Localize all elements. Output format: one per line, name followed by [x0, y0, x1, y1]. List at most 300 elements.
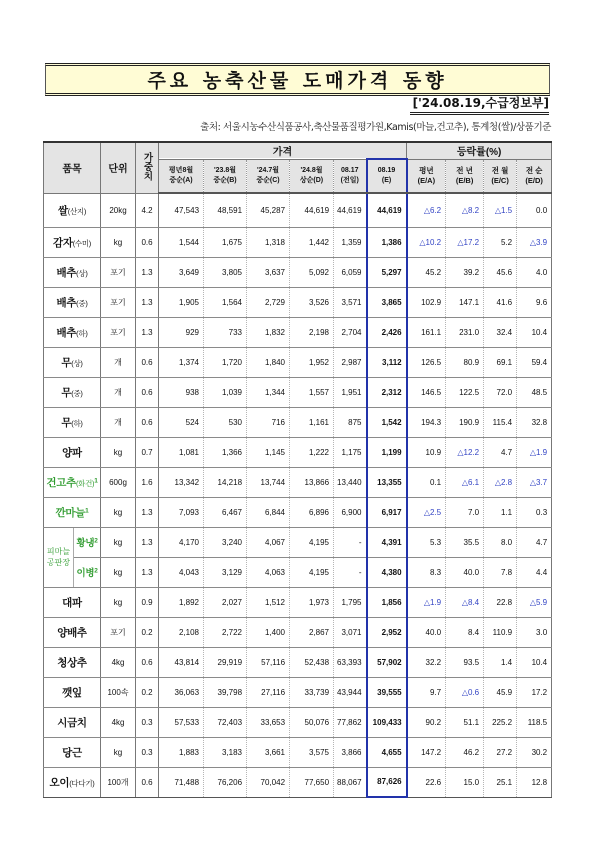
- unit-cell: 개: [101, 377, 136, 407]
- price-cell: 1,512: [247, 587, 290, 617]
- header-item: 품목: [44, 142, 101, 193]
- header-rate-formula: (E/B): [455, 175, 474, 185]
- rate-cell: △12.2: [446, 437, 484, 467]
- item-name: 청상추: [57, 656, 87, 669]
- header-price-col: [204, 159, 247, 193]
- price-cell-current: 3,865: [367, 287, 407, 317]
- price-cell: 45,287: [247, 193, 290, 227]
- weight-cell: 0.6: [136, 347, 159, 377]
- rate-cell: 10.4: [517, 647, 552, 677]
- item-name: 황냉: [76, 538, 95, 549]
- header-price-col: [247, 159, 290, 193]
- rate-cell: 4.7: [517, 527, 552, 557]
- item-name-cell: [44, 737, 101, 767]
- price-cell: 938: [159, 377, 204, 407]
- rate-cell: 4.7: [484, 437, 517, 467]
- rate-cell: 69.1: [484, 347, 517, 377]
- table-row: [44, 193, 552, 227]
- price-cell: 1,557: [290, 377, 334, 407]
- table-row: [44, 677, 552, 707]
- price-cell-current: 57,902: [367, 647, 407, 677]
- rate-cell: △3.7: [517, 467, 552, 497]
- price-cell: 1,564: [204, 287, 247, 317]
- rate-cell: 40.0: [446, 557, 484, 587]
- rate-cell: △2.8: [484, 467, 517, 497]
- price-cell: 52,438: [290, 647, 334, 677]
- unit-cell: kg: [101, 737, 136, 767]
- item-name-cell: [44, 257, 101, 287]
- table-row: [44, 647, 552, 677]
- unit-cell: 개: [101, 407, 136, 437]
- price-cell: 1,359: [334, 227, 367, 257]
- rate-cell: 45.6: [484, 257, 517, 287]
- price-cell: 733: [204, 317, 247, 347]
- price-cell: 3,805: [204, 257, 247, 287]
- item-name: 건고추: [46, 476, 76, 489]
- table-row: [44, 227, 552, 257]
- unit-cell: kg: [101, 557, 136, 587]
- item-name: 시금치: [57, 716, 87, 729]
- item-qualifier: (중): [71, 388, 83, 398]
- price-cell: 39,798: [204, 677, 247, 707]
- price-cell: 29,919: [204, 647, 247, 677]
- price-cell: 1,344: [247, 377, 290, 407]
- rate-cell: 0.1: [407, 467, 446, 497]
- item-name: 오이: [49, 776, 70, 789]
- price-cell: 72,403: [204, 707, 247, 737]
- weight-cell: 1.3: [136, 257, 159, 287]
- item-name: 깐마늘: [55, 506, 86, 519]
- price-cell: 13,342: [159, 467, 204, 497]
- price-cell: 1,161: [290, 407, 334, 437]
- header-price-col: [159, 159, 204, 193]
- table-header: [44, 142, 552, 193]
- rate-cell: 27.2: [484, 737, 517, 767]
- table-row: [44, 437, 552, 467]
- rate-cell: 41.6: [484, 287, 517, 317]
- item-qualifier: (중): [76, 298, 88, 308]
- price-cell: 3,240: [204, 527, 247, 557]
- price-cell: 2,108: [159, 617, 204, 647]
- price-cell: 1,840: [247, 347, 290, 377]
- weight-cell: 0.3: [136, 707, 159, 737]
- item-name: 양파: [62, 446, 82, 459]
- item-name: 양배추: [57, 626, 87, 639]
- price-cell-current: 87,626: [367, 767, 407, 797]
- header-rate-basis: 전 년: [456, 165, 473, 175]
- rate-cell: 40.0: [407, 617, 446, 647]
- weight-cell: 0.6: [136, 647, 159, 677]
- item-name-cell: [44, 467, 101, 497]
- price-cell: 13,744: [247, 467, 290, 497]
- rate-cell: 8.0: [484, 527, 517, 557]
- table-row: [44, 377, 552, 407]
- rate-cell: 102.9: [407, 287, 446, 317]
- table-row: [44, 587, 552, 617]
- rate-cell: 32.8: [517, 407, 552, 437]
- price-cell: 13,866: [290, 467, 334, 497]
- page-title: 주요 농축산물 도매가격 동향: [147, 70, 448, 92]
- header-unit: 단위: [101, 142, 136, 193]
- header-rate-formula: (E/D): [525, 175, 543, 185]
- item-name: 배추: [56, 296, 77, 309]
- item-qualifier: (화건): [75, 478, 95, 488]
- rate-cell: 72.0: [484, 377, 517, 407]
- header-row-groups: [44, 142, 552, 159]
- price-cell: 1,720: [204, 347, 247, 377]
- rate-cell: △1.5: [484, 193, 517, 227]
- price-cell: 71,488: [159, 767, 204, 797]
- header-rate-formula: (E/A): [417, 175, 436, 185]
- price-cell-current: 2,312: [367, 377, 407, 407]
- price-cell: 33,653: [247, 707, 290, 737]
- rate-cell: 147.2: [407, 737, 446, 767]
- weight-cell: 1.3: [136, 557, 159, 587]
- table-row: [44, 527, 552, 557]
- price-cell: -: [334, 557, 367, 587]
- price-cell: 530: [204, 407, 247, 437]
- rate-cell: 32.4: [484, 317, 517, 347]
- price-cell: 4,043: [159, 557, 204, 587]
- price-cell: 6,059: [334, 257, 367, 287]
- rate-cell: △2.5: [407, 497, 446, 527]
- rate-cell: △10.2: [407, 227, 446, 257]
- price-cell: 3,071: [334, 617, 367, 647]
- rate-cell: 1.4: [484, 647, 517, 677]
- header-rate-col: [484, 159, 517, 193]
- price-cell: 1,675: [204, 227, 247, 257]
- item-name: 깻잎: [62, 686, 82, 699]
- table-row: [44, 317, 552, 347]
- rate-cell: 15.0: [446, 767, 484, 797]
- price-cell: 1,222: [290, 437, 334, 467]
- price-cell: 43,814: [159, 647, 204, 677]
- item-footnote-mark: 1: [94, 476, 98, 484]
- price-cell: 48,591: [204, 193, 247, 227]
- price-cell: 77,650: [290, 767, 334, 797]
- price-cell: 2,867: [290, 617, 334, 647]
- source-note: 출처: 서울시농수산식품공사,축산물품질평가원,Kamis(마늘,건고추), 통계청(쌀)/상품기준: [200, 122, 551, 133]
- rate-cell: 161.1: [407, 317, 446, 347]
- price-cell: 1,374: [159, 347, 204, 377]
- price-cell: 3,637: [247, 257, 290, 287]
- price-cell: 3,866: [334, 737, 367, 767]
- price-cell-current: 2,426: [367, 317, 407, 347]
- item-name-cell: [44, 407, 101, 437]
- rate-cell: △6.2: [407, 193, 446, 227]
- price-cell: 4,170: [159, 527, 204, 557]
- item-qualifier: (산지): [67, 206, 87, 216]
- rate-cell: 8.4: [446, 617, 484, 647]
- unit-cell: 포기: [101, 257, 136, 287]
- weight-cell: 0.3: [136, 737, 159, 767]
- item-qualifier: (수미): [72, 238, 91, 248]
- unit-cell: 개: [101, 347, 136, 377]
- rate-cell: △1.9: [407, 587, 446, 617]
- header-rate-basis: 전 순: [525, 165, 543, 175]
- price-cell: 57,116: [247, 647, 290, 677]
- rate-cell: 5.2: [484, 227, 517, 257]
- price-cell: 76,206: [204, 767, 247, 797]
- price-cell: 1,081: [159, 437, 204, 467]
- price-cell: 3,575: [290, 737, 334, 767]
- item-name: 이병: [76, 568, 95, 579]
- rate-cell: 194.3: [407, 407, 446, 437]
- price-cell: 1,952: [290, 347, 334, 377]
- rate-cell: 110.9: [484, 617, 517, 647]
- item-footnote-mark: 2: [94, 537, 98, 545]
- table-row: [44, 287, 552, 317]
- price-cell: 1,544: [159, 227, 204, 257]
- price-cell: 63,393: [334, 647, 367, 677]
- item-name: 감자: [53, 236, 73, 249]
- item-name-cell: [44, 227, 101, 257]
- price-cell-current: 13,355: [367, 467, 407, 497]
- price-cell: 5,092: [290, 257, 334, 287]
- price-cell: 4,195: [290, 527, 334, 557]
- header-period: '24.8월: [300, 166, 323, 174]
- header-subperiod: 중순(C): [256, 176, 280, 184]
- price-cell: 57,533: [159, 707, 204, 737]
- weight-cell: 0.6: [136, 227, 159, 257]
- header-rate-col: [446, 159, 484, 193]
- price-cell: 6,896: [290, 497, 334, 527]
- price-cell: 4,195: [290, 557, 334, 587]
- price-cell: 7,093: [159, 497, 204, 527]
- unit-cell: 4kg: [101, 707, 136, 737]
- rate-cell: 93.5: [446, 647, 484, 677]
- price-cell-current: 5,297: [367, 257, 407, 287]
- item-name-cell: [44, 617, 101, 647]
- item-name-cell: [44, 347, 101, 377]
- table-row: [44, 407, 552, 437]
- rate-cell: 10.4: [517, 317, 552, 347]
- price-cell: -: [334, 527, 367, 557]
- unit-cell: 포기: [101, 617, 136, 647]
- rate-cell: 25.1: [484, 767, 517, 797]
- weight-cell: 1.3: [136, 317, 159, 347]
- price-cell: 14,218: [204, 467, 247, 497]
- table-row: [44, 767, 552, 797]
- item-footnote-mark: 2: [94, 567, 98, 575]
- price-cell-current: 39,555: [367, 677, 407, 707]
- price-cell: 4,063: [247, 557, 290, 587]
- unit-cell: 100개: [101, 767, 136, 797]
- item-name: 당근: [62, 746, 82, 759]
- weight-cell: 0.6: [136, 767, 159, 797]
- price-cell: 3,183: [204, 737, 247, 767]
- price-cell: 1,883: [159, 737, 204, 767]
- item-name: 무: [61, 356, 72, 369]
- item-group-label: 공판장: [46, 558, 71, 567]
- price-cell: 70,042: [247, 767, 290, 797]
- item-name-cell: [44, 497, 101, 527]
- rate-cell: 147.1: [446, 287, 484, 317]
- unit-cell: kg: [101, 497, 136, 527]
- weight-cell: 1.3: [136, 527, 159, 557]
- rate-cell: △5.9: [517, 587, 552, 617]
- price-cell: 43,944: [334, 677, 367, 707]
- rate-cell: 115.4: [484, 407, 517, 437]
- item-group-cell: [44, 527, 74, 587]
- rate-cell: 0.0: [517, 193, 552, 227]
- unit-cell: kg: [101, 527, 136, 557]
- rate-cell: 45.2: [407, 257, 446, 287]
- price-cell: 3,129: [204, 557, 247, 587]
- price-cell: 2,027: [204, 587, 247, 617]
- rate-cell: 9.6: [517, 287, 552, 317]
- item-name: 무: [61, 386, 72, 399]
- rate-cell: 32.2: [407, 647, 446, 677]
- price-cell: 929: [159, 317, 204, 347]
- header-period: '24.7월: [256, 166, 280, 174]
- header-weight: [136, 142, 159, 193]
- item-name: 대파: [62, 596, 82, 609]
- rate-cell: △1.9: [517, 437, 552, 467]
- rate-cell: 59.4: [517, 347, 552, 377]
- rate-cell: 122.5: [446, 377, 484, 407]
- rate-cell: △17.2: [446, 227, 484, 257]
- header-period: 평년8월: [168, 166, 194, 174]
- weight-cell: 1.3: [136, 497, 159, 527]
- rate-cell: 0.3: [517, 497, 552, 527]
- price-cell: 50,076: [290, 707, 334, 737]
- item-name: 무: [61, 416, 72, 429]
- table-body: [44, 193, 552, 797]
- price-table: [43, 141, 552, 798]
- price-cell: 1,905: [159, 287, 204, 317]
- item-qualifier: (상): [76, 268, 88, 278]
- rate-cell: 45.9: [484, 677, 517, 707]
- item-qualifier: (다다기): [69, 778, 95, 788]
- unit-cell: 4kg: [101, 647, 136, 677]
- header-subperiod: (전일): [340, 176, 359, 184]
- rate-cell: 22.8: [484, 587, 517, 617]
- price-cell: 1,318: [247, 227, 290, 257]
- price-cell: 33,739: [290, 677, 334, 707]
- rate-cell: △8.4: [446, 587, 484, 617]
- rate-cell: 1.1: [484, 497, 517, 527]
- rate-cell: 10.9: [407, 437, 446, 467]
- price-cell: 36,063: [159, 677, 204, 707]
- header-period: 08.19: [377, 167, 396, 174]
- rate-cell: 90.2: [407, 707, 446, 737]
- price-cell: 27,116: [247, 677, 290, 707]
- weight-cell: 0.9: [136, 587, 159, 617]
- price-cell: 3,661: [247, 737, 290, 767]
- rate-cell: 4.0: [517, 257, 552, 287]
- weight-cell: 0.6: [136, 407, 159, 437]
- rate-cell: 51.1: [446, 707, 484, 737]
- item-qualifier: (하): [76, 328, 88, 338]
- table-row: [44, 617, 552, 647]
- title-box: [45, 63, 550, 96]
- price-cell: 1,951: [334, 377, 367, 407]
- rate-cell: 12.8: [517, 767, 552, 797]
- header-rate-basis: 전 월: [491, 165, 509, 175]
- rate-cell: △8.2: [446, 193, 484, 227]
- price-cell: 2,198: [290, 317, 334, 347]
- rate-cell: △3.9: [517, 227, 552, 257]
- price-cell-current: 3,112: [367, 347, 407, 377]
- weight-cell: 0.2: [136, 677, 159, 707]
- price-cell: 1,175: [334, 437, 367, 467]
- rate-cell: 231.0: [446, 317, 484, 347]
- item-name-cell: [44, 767, 101, 797]
- header-weight-label: 가중치: [141, 152, 153, 181]
- price-cell: 6,467: [204, 497, 247, 527]
- rate-cell: 8.3: [407, 557, 446, 587]
- item-name-cell: [44, 587, 101, 617]
- price-cell: 2,704: [334, 317, 367, 347]
- price-cell-current: 2,952: [367, 617, 407, 647]
- price-cell-current: 109,433: [367, 707, 407, 737]
- rate-cell: 7.0: [446, 497, 484, 527]
- price-cell: 1,892: [159, 587, 204, 617]
- item-name: 배추: [56, 266, 77, 279]
- header-rate-col: [517, 159, 552, 193]
- price-cell-current: 4,391: [367, 527, 407, 557]
- rate-cell: 9.7: [407, 677, 446, 707]
- price-cell: 1,145: [247, 437, 290, 467]
- item-name-cell: [44, 377, 101, 407]
- table-row: [44, 257, 552, 287]
- price-cell-current: 1,199: [367, 437, 407, 467]
- rate-cell: 22.6: [407, 767, 446, 797]
- price-cell: 88,067: [334, 767, 367, 797]
- table-row: [44, 737, 552, 767]
- date-label: ['24.08.19,수급정보부]: [410, 96, 549, 115]
- price-cell: 77,862: [334, 707, 367, 737]
- price-cell-current: 1,856: [367, 587, 407, 617]
- rate-cell: 46.2: [446, 737, 484, 767]
- price-cell: 13,440: [334, 467, 367, 497]
- price-cell-current: 4,655: [367, 737, 407, 767]
- weight-cell: 0.7: [136, 437, 159, 467]
- header-rate-formula: (E/C): [491, 175, 509, 185]
- price-cell-current: 1,386: [367, 227, 407, 257]
- table-row: [44, 497, 552, 527]
- price-cell: 716: [247, 407, 290, 437]
- rate-cell: 126.5: [407, 347, 446, 377]
- price-cell: 3,571: [334, 287, 367, 317]
- rate-cell: 48.5: [517, 377, 552, 407]
- rate-cell: 118.5: [517, 707, 552, 737]
- header-price-col-current: [367, 159, 407, 193]
- price-cell-current: 1,542: [367, 407, 407, 437]
- item-name-cell: [44, 287, 101, 317]
- weight-cell: 0.6: [136, 377, 159, 407]
- rate-cell: 3.0: [517, 617, 552, 647]
- rate-cell: △0.6: [446, 677, 484, 707]
- rate-cell: 225.2: [484, 707, 517, 737]
- item-name-cell: [44, 677, 101, 707]
- weight-cell: 1.6: [136, 467, 159, 497]
- price-cell: 1,832: [247, 317, 290, 347]
- unit-cell: 포기: [101, 317, 136, 347]
- price-cell: 524: [159, 407, 204, 437]
- unit-cell: kg: [101, 437, 136, 467]
- weight-cell: 1.3: [136, 287, 159, 317]
- rate-cell: 39.2: [446, 257, 484, 287]
- weight-cell: 0.2: [136, 617, 159, 647]
- price-cell: 1,442: [290, 227, 334, 257]
- unit-cell: 100속: [101, 677, 136, 707]
- rate-cell: 17.2: [517, 677, 552, 707]
- item-name-cell: [74, 557, 101, 587]
- price-cell: 1,039: [204, 377, 247, 407]
- price-cell: 6,844: [247, 497, 290, 527]
